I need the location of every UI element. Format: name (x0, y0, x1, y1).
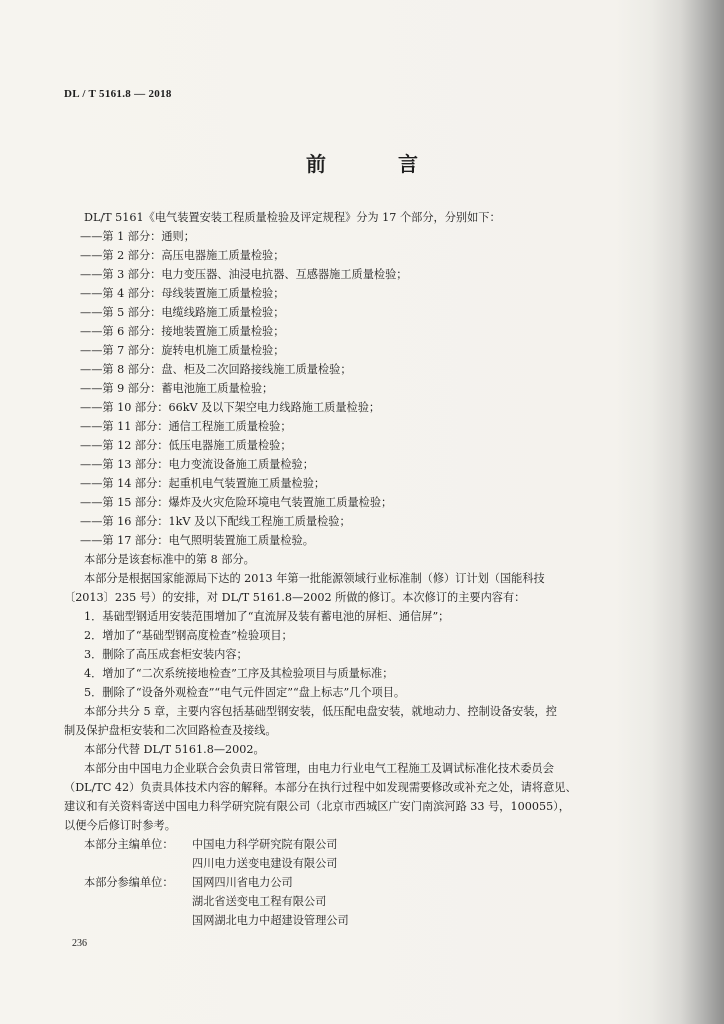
change-item: 4．增加了“二次系统接地检查”工序及其检验项目与质量标准； (84, 667, 394, 680)
part-item: ——第 1 部分：通则； (80, 230, 195, 243)
part-item: ——第 5 部分：电缆线路施工质量检验； (80, 306, 285, 319)
participating-drafter-label: 本部分参编单位： (84, 876, 174, 889)
page-number: 236 (72, 938, 87, 949)
main-drafter-unit: 四川电力送变电建设有限公司 (192, 857, 338, 870)
replace-statement: 本部分代替 DL/T 5161.8—2002。 (84, 743, 265, 756)
chapters-paragraph-line: 本部分共分 5 章，主要内容包括基础型钢安装，低压配电盘安装，就地动力、控制设备安装，控 (84, 705, 557, 718)
participating-drafter-unit: 国网湖北电力中超建设管理公司 (192, 914, 349, 927)
main-drafter-unit: 中国电力科学研究院有限公司 (192, 838, 338, 851)
basis-paragraph-line: 〔2013〕235 号）的安排，对 DL/T 5161.8—2002 所做的修订。本次修订的主要内容有： (64, 591, 526, 604)
part-item: ——第 15 部分：爆炸及火灾危险环境电气装置施工质量检验； (80, 496, 393, 509)
part-statement: 本部分是该套标准中的第 8 部分。 (84, 553, 255, 566)
part-item: ——第 9 部分：蓄电池施工质量检验； (80, 382, 274, 395)
standard-code-header: DL / T 5161.8 — 2018 (64, 88, 172, 100)
main-drafter-label: 本部分主编单位： (84, 838, 174, 851)
part-item: ——第 10 部分：66kV 及以下架空电力线路施工质量检验； (80, 401, 381, 414)
part-item: ——第 17 部分：电气照明装置施工质量检验。 (80, 534, 314, 547)
management-paragraph-line: 本部分由中国电力企业联合会负责日常管理，由电力行业电气工程施工及调试标准化技术委员会 (84, 762, 554, 775)
intro-text: DL/T 5161《电气装置安装工程质量检验及评定规程》分为 17 个部分，分别如下： (84, 211, 501, 224)
basis-paragraph-line: 本部分是根据国家能源局下达的 2013 年第一批能源领域行业标准制（修）订计划（国能科技 (84, 572, 545, 585)
change-item: 3．删除了高压成套柜安装内容； (84, 648, 248, 661)
part-item: ——第 16 部分：1kV 及以下配线工程施工质量检验； (80, 515, 351, 528)
participating-drafter-unit: 国网四川省电力公司 (192, 876, 293, 889)
part-item: ——第 6 部分：接地装置施工质量检验； (80, 325, 285, 338)
change-item: 2．增加了“基础型钢高度检查”检验项目； (84, 629, 293, 642)
part-item: ——第 4 部分：母线装置施工质量检验； (80, 287, 285, 300)
change-item: 5．删除了“设备外观检查”“电气元件固定”“盘上标志”几个项目。 (84, 686, 406, 699)
change-item: 1．基础型钢适用安装范围增加了“直流屏及装有蓄电池的屏柜、通信屏”； (84, 610, 450, 623)
part-item: ——第 14 部分：起重机电气装置施工质量检验； (80, 477, 326, 490)
part-item: ——第 3 部分：电力变压器、油浸电抗器、互感器施工质量检验； (80, 268, 408, 281)
part-item: ——第 7 部分：旋转电机施工质量检验； (80, 344, 285, 357)
participating-drafter-unit: 湖北省送变电工程有限公司 (192, 895, 327, 908)
chapters-paragraph-line: 制及保护盘柜安装和二次回路检查及接线。 (64, 724, 277, 737)
management-paragraph-line: 以便今后修订时参考。 (64, 819, 176, 832)
management-paragraph-line: 建议和有关资料寄送中国电力科学研究院有限公司（北京市西城区广安门南滨河路 33 号，100055）， (64, 800, 570, 813)
part-item: ——第 12 部分：低压电器施工质量检验； (80, 439, 292, 452)
part-item: ——第 13 部分：电力变流设备施工质量检验； (80, 458, 314, 471)
page-title: 前 言 (306, 152, 444, 176)
management-paragraph-line: （DL/TC 42）负责具体技术内容的解释。本部分在执行过程中如发现需要修改或补充之处，请将意见、 (64, 781, 577, 794)
part-item: ——第 8 部分：盘、柜及二次回路接线施工质量检验； (80, 363, 352, 376)
part-item: ——第 2 部分：高压电器施工质量检验； (80, 249, 285, 262)
part-item: ——第 11 部分：通信工程施工质量检验； (80, 420, 292, 433)
